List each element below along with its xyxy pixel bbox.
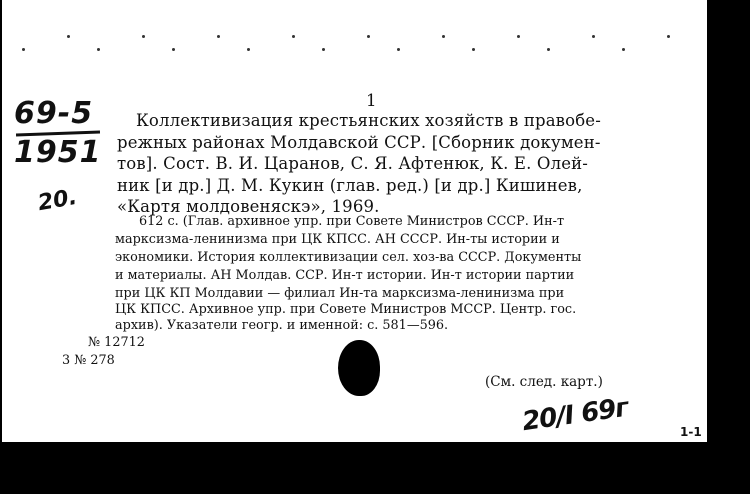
title-line: «Картя молдовеняскэ», 1969. — [117, 197, 380, 216]
description-line: и материалы. АН Молдав. ССР. Ин-т истории. Ин-т истории партии — [115, 268, 575, 283]
continued-note: (См. след. карт.) — [485, 374, 603, 390]
record-number: № 12712 — [88, 335, 145, 350]
description-line: архив). Указатели геогр. и именной: с. 581—596. — [115, 318, 449, 333]
handwritten-call-number-top: 69-5 — [14, 96, 94, 131]
handwritten-signature: 20/I 69г — [520, 392, 630, 438]
title-line: тов]. Сост. В. И. Царанов, С. Я. Афтенюк, К. Е. Олей- — [117, 154, 589, 173]
page-number: 1 — [366, 91, 377, 110]
sub-number: 3 № 278 — [62, 353, 115, 368]
handwritten-note: 20. — [36, 184, 79, 217]
description-line: ЦК КПСС. Архивное упр. при Совете Министров МССР. Центр. гос. — [115, 302, 577, 317]
corner-mark: 1-1 — [680, 425, 702, 439]
description-line: 612 с. (Глав. архивное упр. при Совете Министров СССР. Ин-т — [139, 214, 565, 229]
description-line: при ЦК КП Молдавии — филиал Ин-та марксизма-ленинизма при — [115, 286, 565, 301]
title-line: ник [и др.] Д. М. Кукин (глав. ред.) [и др.] Кишинев, — [117, 176, 583, 195]
catalog-card — [2, 0, 707, 442]
handwritten-call-number-bottom: 1951 — [14, 135, 102, 170]
description-line: экономики. История коллективизации сел. хоз-ва СССР. Документы — [115, 250, 582, 265]
punch-hole — [338, 340, 380, 396]
title-line: Коллективизация крестьянских хозяйств в правобе- — [136, 111, 601, 130]
description-line: марксизма-ленинизма при ЦК КПСС. АН СССР. Ин-ты истории и — [115, 232, 560, 247]
title-line: режных районах Молдавской ССР. [Сборник докумен- — [117, 133, 601, 152]
